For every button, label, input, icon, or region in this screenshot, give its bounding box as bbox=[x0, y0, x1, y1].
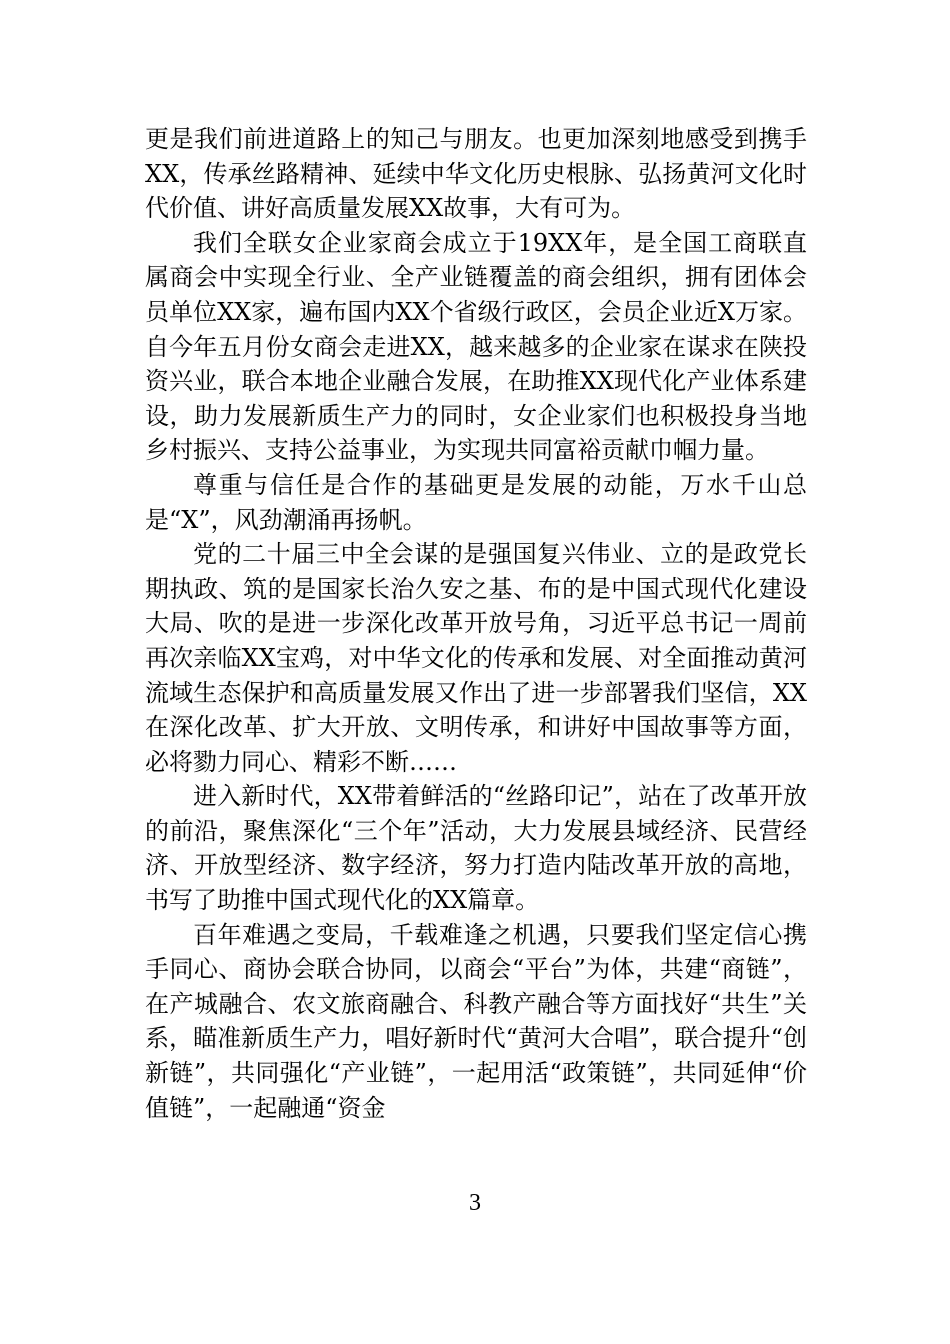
paragraph-1: 更是我们前进道路上的知己与朋友。也更加深刻地感受到携手XX，传承丝路精神、延续中华文化历史根脉、弘扬黄河文化时代价值、讲好高质量发展XX故事，大有可为。 bbox=[145, 125, 807, 223]
paragraph-4: 党的二十届三中全会谋的是强国复兴伟业、立的是政党长期执政、筑的是国家长治久安之基、布的是中国式现代化建设大局、吹的是进一步深化改革开放号角，习近平总书记一周前再次亲临XX宝鸡，对中华文化的传承和发展、对全面推动黄河流域生态保护和高质量发展又作出了进一步部署我们坚信，XX在深化改革、扩大开放、文明传承，和讲好中国故事等方面，必将勠力同心、精彩不断…… bbox=[145, 540, 807, 776]
paragraph-6: 百年难遇之变局，千载难逢之机遇，只要我们坚定信心携手同心、商协会联合协同，以商会“平台”为体，共建“商链”，在产城融合、农文旅商融合、科教产融合等方面找好“共生”关系，瞄准新质生产力，唱好新时代“黄河大合唱”，联合提升“创新链”，共同强化“产业链”，一起用活“政策链”，共同延伸“价值链”，一起融通“资金 bbox=[145, 920, 807, 1122]
paragraph-5: 进入新时代，XX带着鲜活的“丝路印记”，站在了改革开放的前沿，聚焦深化“三个年”活动，大力发展县域经济、民营经济、开放型经济、数字经济，努力打造内陆改革开放的高地，书写了助推中国式现代化的XX篇章。 bbox=[145, 782, 807, 915]
document-body bbox=[145, 122, 807, 1125]
paragraph-3: 尊重与信任是合作的基础更是发展的动能，万水千山总是“X”，风劲潮涌再扬帆。 bbox=[145, 470, 807, 534]
page-number: 3 bbox=[469, 1190, 481, 1216]
paragraph-2: 我们全联女企业家商会成立于19XX年，是全国工商联直属商会中实现全行业、全产业链覆盖的商会组织，拥有团体会员单位XX家，遍布国内XX个省级行政区，会员企业近X万家。自今年五月份女商会走进XX，越来越多的企业家在谋求在陕投资兴业，联合本地企业融合发展，在助推XX现代化产业体系建设，助力发展新质生产力的同时，女企业家们也积极投身当地乡村振兴、支持公益事业，为实现共同富裕贡献巾帼力量。 bbox=[145, 228, 807, 465]
